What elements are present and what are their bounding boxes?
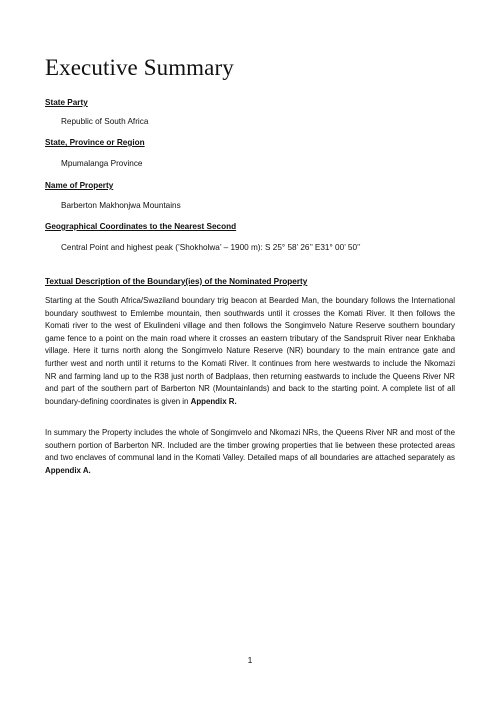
state-party-heading: State Party [45, 98, 88, 107]
appendix-r-reference: Appendix R. [190, 396, 237, 406]
property-name-heading: Name of Property [45, 181, 114, 190]
coordinates-heading: Geographical Coordinates to the Nearest Second [45, 222, 237, 231]
appendix-a-reference: Appendix A. [45, 465, 91, 475]
state-party-value: Republic of South Africa [61, 117, 149, 126]
region-heading: State, Province or Region [45, 138, 145, 147]
summary-text: In summary the Property includes the whole of Songimvelo and Nkomazi NRs, the Queens River NR and most of the southern portion of Barberton NR. Included are the timber growing properties that lie between these protected areas and two enclaves of communal land in the Komati Valley. Detailed maps of all boundaries are attached separately as [45, 428, 455, 463]
region-value: Mpumalanga Province [61, 159, 143, 168]
coordinates-value: Central Point and highest peak (’Shokholwa’ – 1900 m): S 25° 58’ 26’’ E31° 00’ 50’’ [61, 243, 361, 252]
page-number: 1 [247, 655, 253, 665]
page-title: Executive Summary [45, 55, 234, 80]
boundary-description-paragraph [45, 295, 455, 408]
boundary-description-text: Starting at the South Africa/Swaziland boundary trig beacon at Bearded Man, the boundary follows the International boundary southwest to Emlembe mountain, then southwards until it crosses the Komati River. It then follows the Komati river to the west of Ekulindeni village and then follows the Songimvelo Nature Reserve southern boundary game fence to a point on the main road where it crosses an eastern tributary of the Sandspruit River near Enkhaba village. Here it turns north along the Songimvelo Nature Reserve (NR) boundary to the main entrance gate and further west and north until it returns to the Komati River. It continues from here westwards to include the Nkomazi NR and farming land up to the R38 just north of Badplaas, then returning eastwards to include the Queens River NR and part of the southern part of Barberton NR (Mountainlands) and back to the starting point. A complete list of all boundary-defining coordinates is given in [45, 296, 455, 406]
property-name-value: Barberton Makhonjwa Mountains [61, 201, 181, 210]
boundary-heading: Textual Description of the Boundary(ies) of the Nominated Property [45, 277, 308, 286]
summary-paragraph [45, 427, 455, 477]
